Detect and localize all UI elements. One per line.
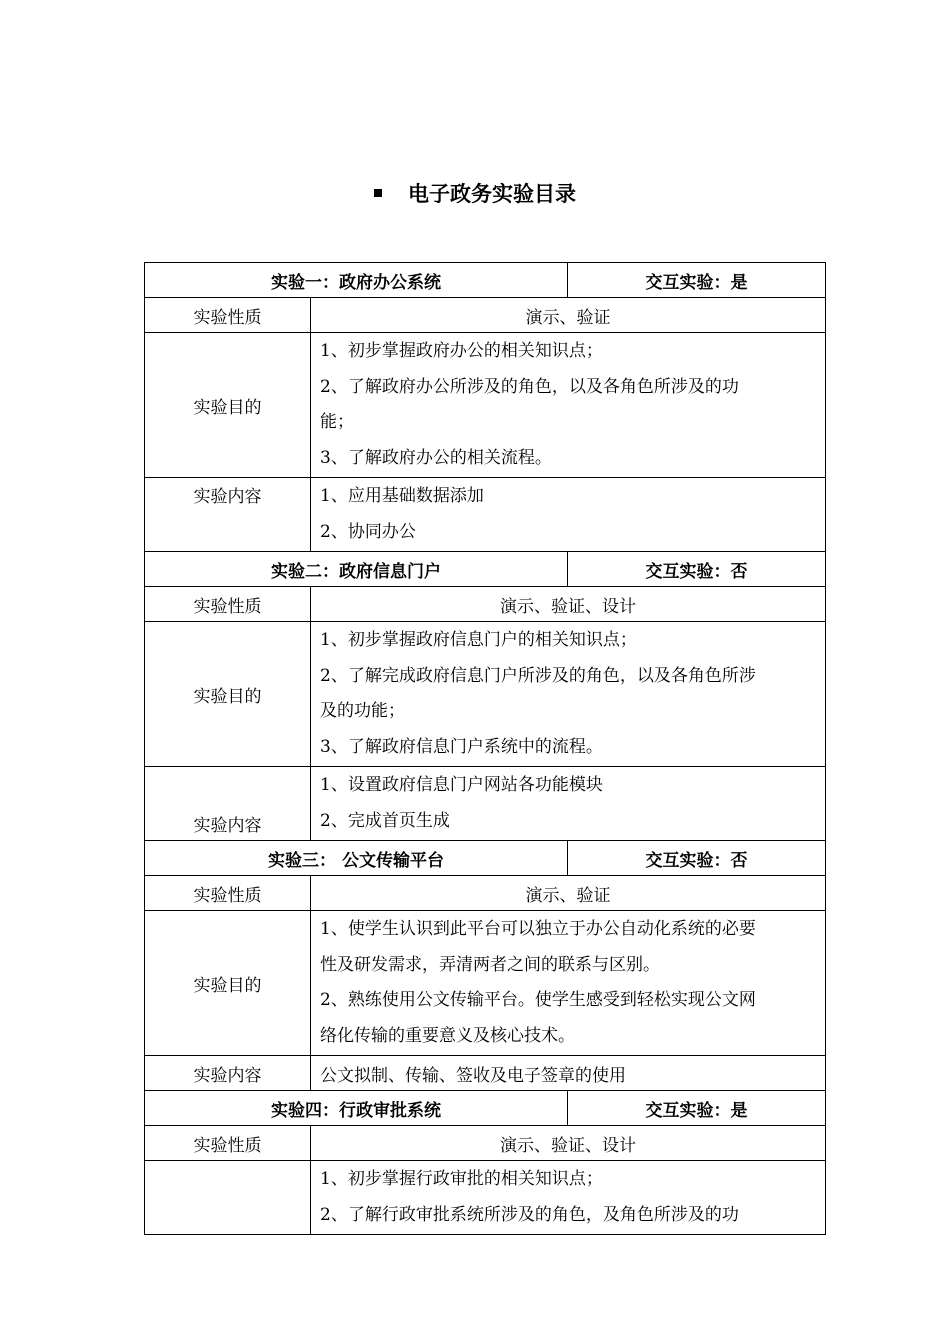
experiment-table (144, 262, 826, 1235)
purpose-line: 性及研发需求，弄清两者之间的联系与区别。 (320, 954, 660, 975)
nature-value: 演示、验证 (311, 876, 826, 911)
nature-row (145, 298, 826, 333)
purpose-line: 3、了解政府信息门户系统中的流程。 (320, 736, 603, 757)
purpose-line: 2、了解行政审批系统所涉及的角色，及角色所涉及的功 (320, 1204, 739, 1225)
content-list (311, 478, 826, 552)
purpose-row (145, 1161, 826, 1235)
experiment-title: 实验二：政府信息门户 (145, 552, 568, 587)
purpose-line: 1、初步掌握政府办公的相关知识点； (320, 341, 603, 361)
purpose-line: 络化传输的重要意义及核心技术。 (320, 1025, 575, 1046)
experiment-header-row (145, 552, 826, 587)
purpose-line: 3、了解政府办公的相关流程。 (320, 447, 552, 468)
experiment-title: 实验三： 公文传输平台 (145, 841, 568, 876)
interactive-flag: 交互实验：是 (568, 263, 826, 298)
content-label: 实验内容 (145, 767, 311, 841)
nature-label: 实验性质 (145, 876, 311, 911)
content-label: 实验内容 (145, 1056, 311, 1091)
nature-label: 实验性质 (145, 298, 311, 333)
experiment-header-row (145, 841, 826, 876)
purpose-list (311, 1161, 826, 1235)
experiment-header-row (145, 263, 826, 298)
purpose-label: 实验目的 (145, 622, 311, 767)
bullet-square-icon (374, 189, 382, 197)
nature-label: 实验性质 (145, 587, 311, 622)
purpose-line: 1、初步掌握行政审批的相关知识点； (320, 1169, 603, 1189)
purpose-row (145, 911, 826, 1056)
content-label: 实验内容 (145, 478, 311, 552)
experiment-title: 实验一：政府办公系统 (145, 263, 568, 298)
purpose-list (311, 622, 826, 767)
nature-row (145, 876, 826, 911)
experiment-title: 实验四：行政审批系统 (145, 1091, 568, 1126)
content-line: 1、设置政府信息门户网站各功能模块 (320, 775, 603, 795)
page-title-text: 电子政务实验目录 (408, 182, 576, 206)
purpose-label-empty (145, 1161, 311, 1235)
interactive-flag: 交互实验：是 (568, 1091, 826, 1126)
page-title (0, 178, 950, 208)
purpose-label: 实验目的 (145, 911, 311, 1056)
nature-label: 实验性质 (145, 1126, 311, 1161)
nature-row (145, 1126, 826, 1161)
experiment-header-row (145, 1091, 826, 1126)
content-line: 1、应用基础数据添加 (320, 486, 484, 506)
purpose-line: 2、了解完成政府信息门户所涉及的角色，以及各角色所涉 (320, 665, 756, 686)
purpose-list (311, 333, 826, 478)
purpose-row (145, 622, 826, 767)
content-row (145, 478, 826, 552)
purpose-line: 及的功能； (320, 701, 405, 721)
content-line: 2、协同办公 (320, 521, 416, 542)
content-row (145, 767, 826, 841)
purpose-label: 实验目的 (145, 333, 311, 478)
nature-value: 演示、验证、设计 (311, 587, 826, 622)
purpose-line: 2、了解政府办公所涉及的角色，以及各角色所涉及的功 (320, 376, 739, 397)
nature-value: 演示、验证、设计 (311, 1126, 826, 1161)
content-list (311, 767, 826, 841)
interactive-flag: 交互实验：否 (568, 841, 826, 876)
purpose-line: 2、熟练使用公文传输平台。使学生感受到轻松实现公文网 (320, 990, 756, 1010)
purpose-line: 能； (320, 412, 354, 432)
content-value: 公文拟制、传输、签收及电子签章的使用 (311, 1056, 826, 1091)
purpose-line: 1、初步掌握政府信息门户的相关知识点； (320, 630, 637, 650)
content-line: 2、完成首页生成 (320, 810, 450, 831)
nature-row (145, 587, 826, 622)
purpose-row (145, 333, 826, 478)
content-row (145, 1056, 826, 1091)
nature-value: 演示、验证 (311, 298, 826, 333)
interactive-flag: 交互实验：否 (568, 552, 826, 587)
purpose-line: 1、使学生认识到此平台可以独立于办公自动化系统的必要 (320, 919, 756, 939)
purpose-list (311, 911, 826, 1056)
